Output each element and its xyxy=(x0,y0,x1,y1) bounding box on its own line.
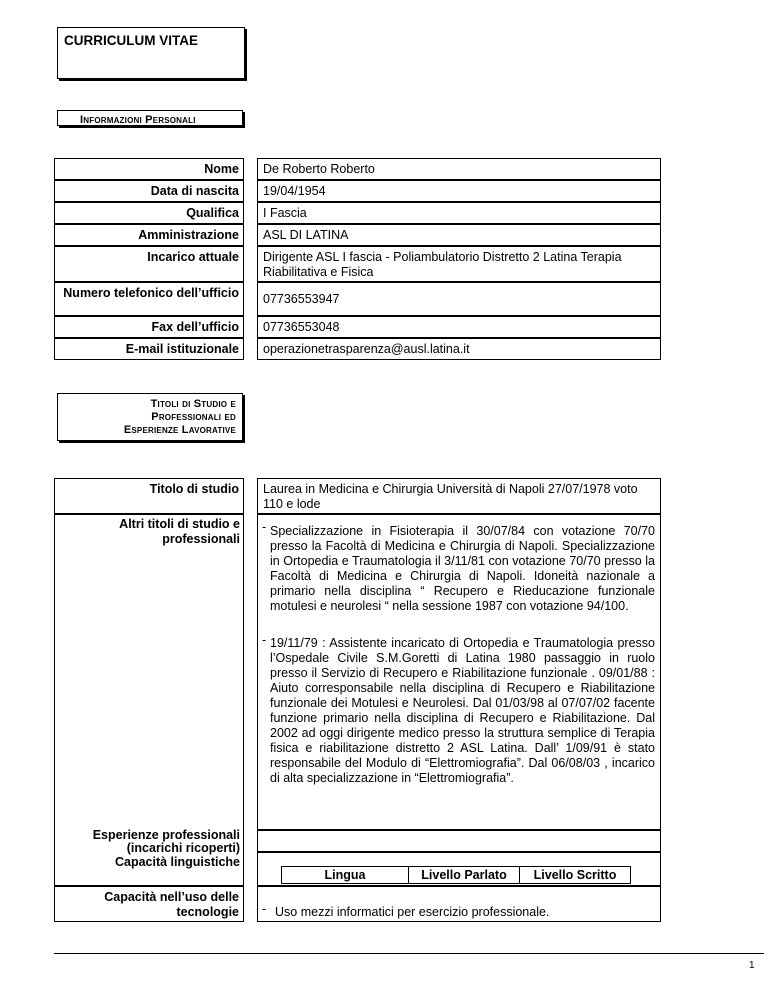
value-fax: 07736553048 xyxy=(257,316,661,338)
label-telefono: Numero telefonico dell’ufficio xyxy=(54,282,244,316)
label-tecnologie: Capacità nell’uso delle tecnologie xyxy=(54,886,244,922)
value-qualifica: I Fascia xyxy=(257,202,661,224)
section-personal-text: Informazioni Personali xyxy=(80,114,196,126)
section-personal-label xyxy=(57,110,243,126)
section-titles-line-1: Titoli di Studio e xyxy=(150,398,236,410)
value-nome: De Roberto Roberto xyxy=(257,158,661,180)
label-esperienze: Esperienze professionali (incarichi ricoperti) xyxy=(92,828,240,855)
cv-title-box xyxy=(57,27,245,79)
value-email: operazionetrasparenza@ausl.latina.it xyxy=(257,338,661,360)
cv-title: CURRICULUM VITAE xyxy=(64,33,198,48)
section-titles-line-2: Professionali ed xyxy=(151,411,236,423)
esperienze-value-cell xyxy=(257,830,661,852)
section-titles-label xyxy=(57,393,243,441)
value-telefono: 07736553947 xyxy=(257,282,661,316)
value-tecnologie: Uso mezzi informatici per esercizio professionale. xyxy=(275,905,550,919)
bullet-dash: - xyxy=(262,520,267,534)
lingue-header-row xyxy=(282,867,631,884)
lingue-header-parlato: Livello Parlato xyxy=(409,867,520,884)
page-number: 1 xyxy=(749,960,755,971)
label-email: E-mail istituzionale xyxy=(54,338,244,360)
label-amministrazione: Amministrazione xyxy=(54,224,244,246)
lingue-table xyxy=(281,866,631,884)
section-titles-line-3: Esperienze Lavorative xyxy=(123,424,236,436)
label-nome: Nome xyxy=(54,158,244,180)
value-amministrazione: ASL DI LATINA xyxy=(257,224,661,246)
footer-divider xyxy=(54,953,764,954)
lingue-header-scritto: Livello Scritto xyxy=(520,867,631,884)
label-data-nascita: Data di nascita xyxy=(54,180,244,202)
value-data-nascita: 19/04/1954 xyxy=(257,180,661,202)
label-incarico: Incarico attuale xyxy=(54,246,244,282)
label-fax: Fax dell’ufficio xyxy=(54,316,244,338)
lingue-header-lingua: Lingua xyxy=(282,867,409,884)
label-titolo-studio: Titolo di studio xyxy=(54,478,244,514)
bullet-dash: - xyxy=(262,633,267,647)
value-titolo-studio: Laurea in Medicina e Chirurgia Università di Napoli 27/07/1978 voto 110 e lode xyxy=(257,478,661,514)
label-qualifica: Qualifica xyxy=(54,202,244,224)
altri-item-2: 19/11/79 : Assistente incaricato di Ortopedia e Traumatologia presso l’Ospedale Civile S.M.Goretti di Latina 1980 passaggio in ruolo presso il Servizio di Recupero e Riabilitazione funzionale . 09/01/88 : Aiuto corresponsabile nella disciplina di Recupero e Riabilitazione funzionale dei Motulesi e Neurolesi. Dal 01/03/98 al 07/07/02 facente funzione primario nella disciplina di Recupero e Riabilitazione. Dal 2002 ad oggi dirigente medico presso la struttura semplice di Terapia fisica e riabilitazione distretto 2 ASL Latina. Dall’ 1/09/91 è stato responsabile del Modulo di “Elettromiografia”. Dal 06/08/03 , incarico di alta specializzazione in “Elettromiografia”. xyxy=(270,636,655,785)
label-altri-titoli: Altri titoli di studio e professionali xyxy=(119,517,240,546)
value-incarico: Dirigente ASL I fascia - Poliambulatorio Distretto 2 Latina Terapia Riabilitativa e Fisica xyxy=(257,246,661,282)
label-lingue: Capacità linguistiche xyxy=(114,855,240,869)
altri-item-1: Specializzazione in Fisioterapia il 30/07/84 con votazione 70/70 presso la Facoltà di Medicina e Chirurgia di Napoli. Specializzazione in Ortopedia e Traumatologia il 3/11/81 con votazione 70/70 presso la Facoltà di Medicina e Chirurgia di Napoli. Idoneità nazionale a primario nella disciplina “ Recupero e Rieducazione funzionale motulesi e neurolesi “ nella sessione 1987 con votazione 94/100. xyxy=(270,524,655,613)
bullet-dash: - xyxy=(262,902,267,916)
